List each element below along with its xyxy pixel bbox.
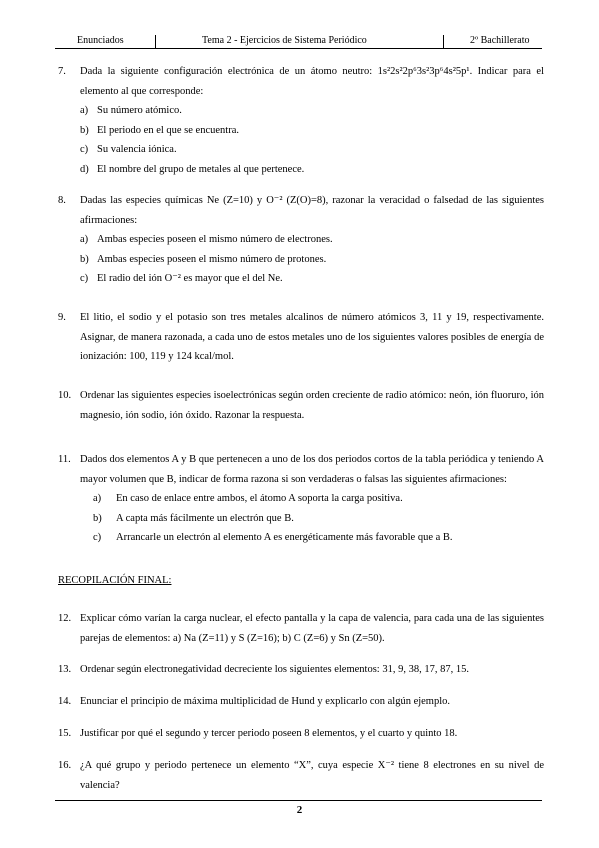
option: b) El periodo en el que se encuentra. xyxy=(80,124,239,136)
header-left: Enunciados xyxy=(77,35,124,46)
option: a) En caso de enlace entre ambos, el átomo A soporta la carga positiva. xyxy=(93,493,403,504)
question-12 xyxy=(58,609,544,648)
option: b) A capta más fácilmente un electrón que B. xyxy=(93,512,294,524)
question-number: 10. xyxy=(58,390,72,401)
page-header xyxy=(55,35,542,48)
question-7 xyxy=(58,62,544,179)
question-text: Dados dos elementos A y B que pertenecen a uno de los dos periodos cortos de la tabla periódica y teniendo A mayor volumen que B, indicar de forma razona si son verdaderas o falsas las siguientes afirmaciones: xyxy=(80,454,544,485)
question-number: 9. xyxy=(58,312,66,323)
option: a) Ambas especies poseen el mismo número de electrones. xyxy=(80,234,333,245)
question-text: Explicar cómo varían la carga nuclear, el efecto pantalla y la capa de valencia, para cada una de las siguientes parejas de elementos: a) Na (Z=11) y S (Z=16); b) C (Z=6) y Sn (Z=50). xyxy=(80,613,544,644)
question-11 xyxy=(58,450,544,548)
electron-configuration: 1s²2s²2p⁶3s²3p⁶4s²5p¹ xyxy=(377,66,470,77)
question-text: Justificar por qué el segundo y tercer periodo poseen 8 elementos, y el cuarto y quinto 18. xyxy=(80,728,458,739)
question-number: 12. xyxy=(58,613,72,624)
question-10 xyxy=(58,386,544,425)
question-9 xyxy=(58,308,544,367)
question-text: Enunciar el principio de máxima multiplicidad de Hund y explicarlo con algún ejemplo. xyxy=(80,696,451,707)
option: a) Su número atómico. xyxy=(80,105,182,116)
question-number: 13. xyxy=(58,664,72,675)
header-divider xyxy=(155,35,156,49)
option: b) Ambas especies poseen el mismo número de protones. xyxy=(80,253,327,265)
question-text: Dadas las especies químicas Ne (Z=10) y O⁻² (Z(O)=8), razonar la veracidad o falsedad de las siguientes afirmaciones: xyxy=(80,195,544,226)
header-rule xyxy=(55,48,542,49)
question-14 xyxy=(58,692,544,712)
question-8 xyxy=(58,191,544,289)
question-text: Dada la siguiente configuración electrónica de un átomo neutro: 1s²2s²2p⁶3s²3p⁶4s²5p¹. Indicar para el elemento al que corresponde: xyxy=(80,66,544,97)
question-16 xyxy=(58,756,544,795)
question-number: 8. xyxy=(58,195,66,206)
page-number: 2 xyxy=(296,804,303,816)
question-number: 15. xyxy=(58,728,72,739)
question-13 xyxy=(58,660,544,680)
question-number: 14. xyxy=(58,696,72,707)
option: c) El radio del ión O⁻² es mayor que el del Ne. xyxy=(80,273,283,284)
question-text: Ordenar según electronegatividad decreciente los siguientes elementos: 31, 9, 38, 17, 87, 15. xyxy=(80,664,469,675)
header-divider xyxy=(443,35,444,49)
option: c) Arrancarle un electrón al elemento A es energéticamente más favorable que a B. xyxy=(93,532,453,543)
header-right: 2º Bachillerato xyxy=(470,35,530,46)
question-number: 7. xyxy=(58,66,66,77)
option: c) Su valencia iónica. xyxy=(80,144,177,155)
footer-rule xyxy=(55,800,542,801)
header-center: Tema 2 - Ejercicios de Sistema Periódico xyxy=(202,35,367,46)
question-text: Ordenar las siguientes especies isoelectrónicas según orden creciente de radio atómico: neón, ión fluoruro, ión magnesio, ión sodio, ión óxido. Razonar la respuesta. xyxy=(80,390,544,421)
option: d) El nombre del grupo de metales al que pertenece. xyxy=(80,163,305,175)
question-number: 11. xyxy=(58,454,71,465)
section-title: RECOPILACIÓN FINAL: xyxy=(58,575,172,586)
question-text: El litio, el sodio y el potasio son tres metales alcalinos de número atómicos 3, 11 y 19, respectivamente. Asignar, de manera razonada, a cada uno de estos metales uno de los siguientes valores posibles de energía de ionización: 100, 119 y 124 kcal/mol. xyxy=(80,312,544,362)
question-text: ¿A qué grupo y periodo pertenece un elemento “X”, cuya especie X⁻² tiene 8 electrones en su nivel de valencia? xyxy=(80,760,544,791)
question-number: 16. xyxy=(58,760,72,771)
question-15 xyxy=(58,724,544,744)
